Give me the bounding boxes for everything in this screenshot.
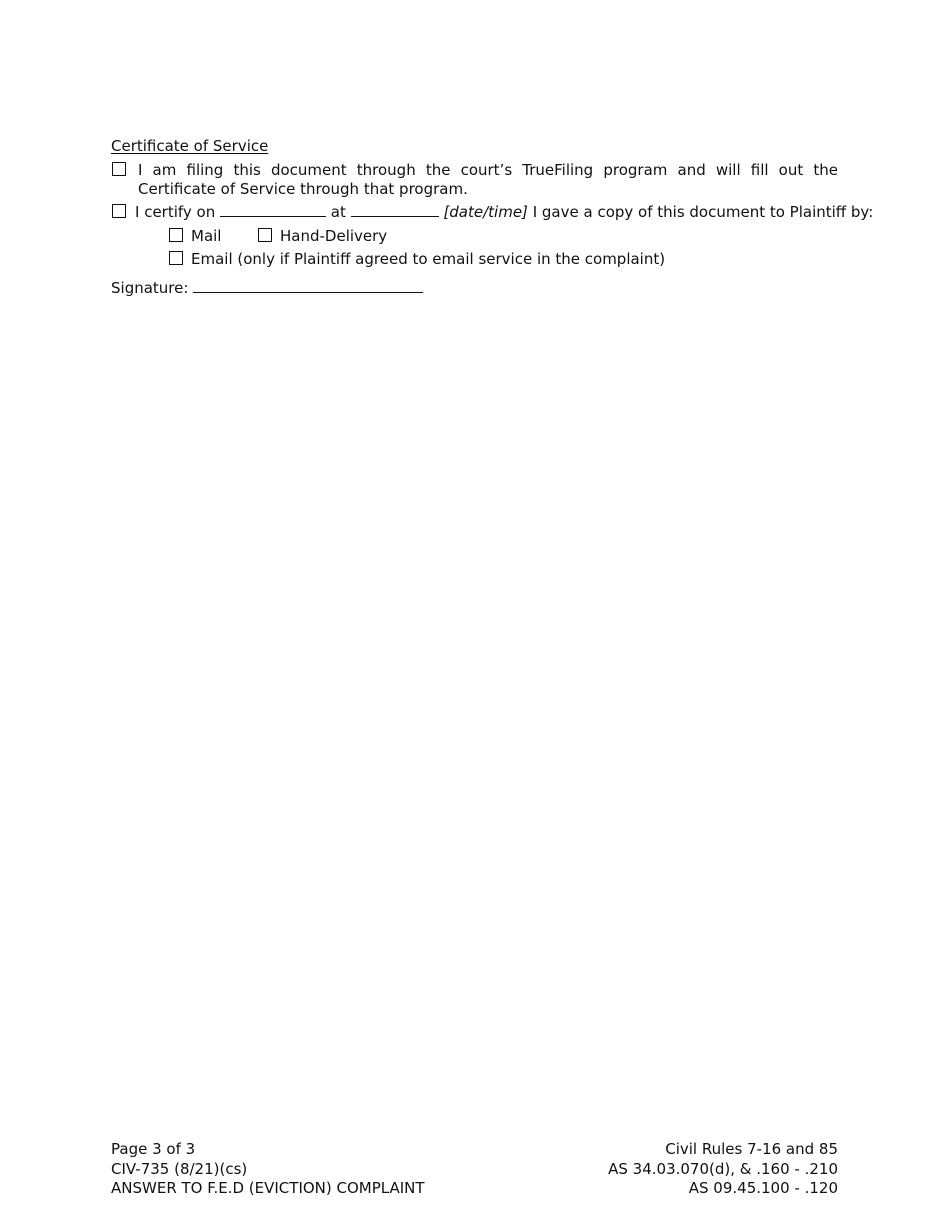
- footer-page-number: Page 3 of 3: [111, 1140, 196, 1158]
- email-label: Email (only if Plaintiff agreed to email service in the complaint): [191, 250, 666, 268]
- footer-civil-rules: Civil Rules 7-16 and 85: [665, 1140, 838, 1158]
- signature-label: Signature:: [111, 279, 189, 297]
- signature-line: [111, 279, 423, 297]
- truefiling-text: I am filing this document through the court’s TrueFiling program and will fill out the Certificate of Service through that program.: [138, 161, 838, 198]
- mail-checkbox[interactable]: [169, 228, 183, 242]
- footer-left: [111, 1140, 425, 1199]
- certify-checkbox[interactable]: [112, 204, 126, 218]
- mail-label: Mail: [191, 227, 222, 245]
- footer-form-code: CIV-735 (8/21)(cs): [111, 1159, 248, 1178]
- certify-datetime-hint: [date/time]: [443, 203, 528, 221]
- footer-statute-2: AS 09.45.100 - .120: [688, 1179, 838, 1197]
- footer-form-title: ANSWER TO F.E.D (EVICTION) COMPLAINT: [111, 1179, 425, 1197]
- certify-date-field[interactable]: [220, 204, 326, 217]
- certify-line: [135, 203, 873, 221]
- hand-delivery-checkbox[interactable]: [258, 228, 272, 242]
- certify-prefix: I certify on: [135, 203, 216, 221]
- hand-delivery-label: Hand-Delivery: [280, 227, 388, 245]
- footer-statute-1: AS 34.03.070(d), & .160 - .210: [608, 1159, 838, 1178]
- footer-right: [608, 1140, 838, 1199]
- certify-suffix: I gave a copy of this document to Plaintiff by:: [532, 203, 874, 221]
- signature-field[interactable]: [193, 280, 423, 293]
- email-checkbox[interactable]: [169, 251, 183, 265]
- certify-at: at: [330, 203, 346, 221]
- certificate-heading: Certificate of Service: [111, 137, 269, 155]
- certify-time-field[interactable]: [351, 204, 439, 217]
- truefiling-checkbox[interactable]: [112, 162, 126, 176]
